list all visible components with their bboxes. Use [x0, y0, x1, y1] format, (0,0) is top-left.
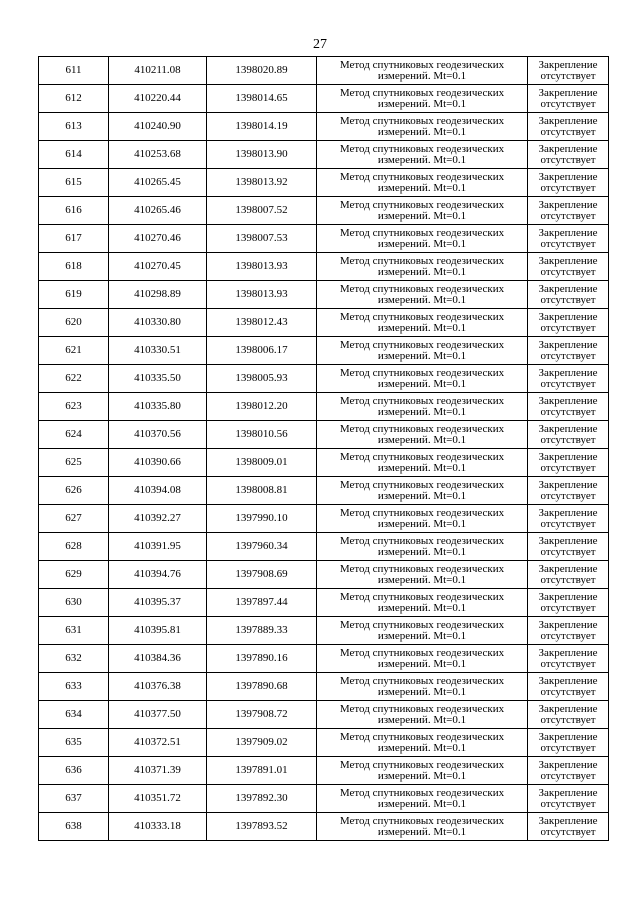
method-text-line: измерений. Mt=0.1 — [377, 321, 467, 334]
method-text-line: измерений. Mt=0.1 — [377, 237, 467, 250]
method-cell — [317, 561, 528, 589]
point-number-cell: 638 — [39, 813, 109, 841]
x-coordinate-cell: 410376.38 — [109, 673, 207, 701]
x-coordinate-cell: 410211.08 — [109, 57, 207, 85]
method-cell — [317, 337, 528, 365]
x-coordinate-cell: 410330.51 — [109, 337, 207, 365]
method-text-line: измерений. Mt=0.1 — [377, 69, 467, 82]
method-text-line: Метод спутниковых геодезических — [339, 58, 505, 71]
fixation-text-line: отсутствует — [540, 97, 596, 110]
fixation-text-line: отсутствует — [540, 433, 596, 446]
fixation-text-line: отсутствует — [540, 265, 596, 278]
x-coordinate-cell: 410265.45 — [109, 169, 207, 197]
table-row — [39, 505, 609, 533]
point-number-cell: 616 — [39, 197, 109, 225]
fixation-text-line: отсутствует — [540, 573, 596, 586]
point-number-cell: 611 — [39, 57, 109, 85]
method-text-line: измерений. Mt=0.1 — [377, 349, 467, 362]
table-row — [39, 281, 609, 309]
table-row — [39, 309, 609, 337]
fixation-text-line: Закрепление — [538, 142, 598, 155]
y-coordinate-cell: 1397892.30 — [207, 785, 317, 813]
method-cell — [317, 393, 528, 421]
table-row — [39, 617, 609, 645]
method-cell — [317, 197, 528, 225]
table-row — [39, 113, 609, 141]
page-number: 27 — [313, 37, 327, 52]
point-number-cell: 622 — [39, 365, 109, 393]
x-coordinate-cell: 410392.27 — [109, 505, 207, 533]
x-coordinate-cell: 410390.66 — [109, 449, 207, 477]
x-coordinate-cell: 410265.46 — [109, 197, 207, 225]
fixation-cell — [528, 197, 609, 225]
point-number-cell: 613 — [39, 113, 109, 141]
method-text-line: Метод спутниковых геодезических — [339, 590, 505, 603]
table-row — [39, 253, 609, 281]
fixation-cell — [528, 617, 609, 645]
method-cell — [317, 785, 528, 813]
y-coordinate-cell: 1397890.68 — [207, 673, 317, 701]
x-coordinate-cell: 410335.80 — [109, 393, 207, 421]
fixation-cell — [528, 169, 609, 197]
y-coordinate-cell: 1397990.10 — [207, 505, 317, 533]
fixation-text-line: Закрепление — [538, 58, 598, 71]
y-coordinate-cell: 1397890.16 — [207, 645, 317, 673]
method-text-line: Метод спутниковых геодезических — [339, 310, 505, 323]
method-text-line: измерений. Mt=0.1 — [377, 293, 467, 306]
fixation-text-line: отсутствует — [540, 349, 596, 362]
method-text-line: Метод спутниковых геодезических — [339, 534, 505, 547]
y-coordinate-cell: 1398007.52 — [207, 197, 317, 225]
y-coordinate-cell: 1397897.44 — [207, 589, 317, 617]
method-cell — [317, 673, 528, 701]
x-coordinate-cell: 410220.44 — [109, 85, 207, 113]
method-text-line: Метод спутниковых геодезических — [339, 814, 505, 827]
y-coordinate-cell: 1397889.33 — [207, 617, 317, 645]
method-text-line: Метод спутниковых геодезических — [339, 758, 505, 771]
fixation-text-line: отсутствует — [540, 685, 596, 698]
fixation-cell — [528, 337, 609, 365]
table-row — [39, 85, 609, 113]
coordinates-table-body — [39, 57, 609, 841]
method-text-line: измерений. Mt=0.1 — [377, 181, 467, 194]
fixation-cell — [528, 365, 609, 393]
point-number-cell: 630 — [39, 589, 109, 617]
fixation-text-line: отсутствует — [540, 209, 596, 222]
method-text-line: измерений. Mt=0.1 — [377, 601, 467, 614]
table-row — [39, 477, 609, 505]
method-text-line: Метод спутниковых геодезических — [339, 450, 505, 463]
x-coordinate-cell: 410270.46 — [109, 225, 207, 253]
x-coordinate-cell: 410335.50 — [109, 365, 207, 393]
y-coordinate-cell: 1398012.20 — [207, 393, 317, 421]
method-cell — [317, 589, 528, 617]
table-row — [39, 449, 609, 477]
fixation-cell — [528, 477, 609, 505]
point-number-cell: 632 — [39, 645, 109, 673]
fixation-text-line: отсутствует — [540, 797, 596, 810]
point-number-cell: 612 — [39, 85, 109, 113]
table-row — [39, 813, 609, 841]
fixation-cell — [528, 253, 609, 281]
method-text-line: измерений. Mt=0.1 — [377, 685, 467, 698]
method-text-line: Метод спутниковых геодезических — [339, 254, 505, 267]
method-cell — [317, 757, 528, 785]
fixation-cell — [528, 421, 609, 449]
table-row — [39, 645, 609, 673]
point-number-cell: 631 — [39, 617, 109, 645]
method-text-line: измерений. Mt=0.1 — [377, 461, 467, 474]
point-number-cell: 626 — [39, 477, 109, 505]
method-cell — [317, 505, 528, 533]
method-text-line: Метод спутниковых геодезических — [339, 366, 505, 379]
fixation-cell — [528, 701, 609, 729]
x-coordinate-cell: 410394.08 — [109, 477, 207, 505]
x-coordinate-cell: 410270.45 — [109, 253, 207, 281]
x-coordinate-cell: 410298.89 — [109, 281, 207, 309]
fixation-text-line: отсутствует — [540, 545, 596, 558]
fixation-text-line: отсутствует — [540, 825, 596, 838]
fixation-text-line: отсутствует — [540, 657, 596, 670]
method-text-line: измерений. Mt=0.1 — [377, 265, 467, 278]
point-number-cell: 615 — [39, 169, 109, 197]
method-text-line: Метод спутниковых геодезических — [339, 506, 505, 519]
fixation-text-line: Закрепление — [538, 450, 598, 463]
table-row — [39, 225, 609, 253]
method-cell — [317, 85, 528, 113]
table-row — [39, 197, 609, 225]
fixation-cell — [528, 673, 609, 701]
y-coordinate-cell: 1398009.01 — [207, 449, 317, 477]
x-coordinate-cell: 410330.80 — [109, 309, 207, 337]
fixation-text-line: отсутствует — [540, 517, 596, 530]
fixation-text-line: отсутствует — [540, 321, 596, 334]
fixation-cell — [528, 533, 609, 561]
fixation-text-line: Закрепление — [538, 534, 598, 547]
y-coordinate-cell: 1398005.93 — [207, 365, 317, 393]
fixation-text-line: отсутствует — [540, 125, 596, 138]
fixation-text-line: отсутствует — [540, 489, 596, 502]
coordinates-table — [38, 56, 609, 841]
method-text-line: измерений. Mt=0.1 — [377, 517, 467, 530]
method-text-line: измерений. Mt=0.1 — [377, 433, 467, 446]
x-coordinate-cell: 410384.36 — [109, 645, 207, 673]
y-coordinate-cell: 1397908.69 — [207, 561, 317, 589]
fixation-text-line: Закрепление — [538, 366, 598, 379]
y-coordinate-cell: 1398013.93 — [207, 281, 317, 309]
method-cell — [317, 477, 528, 505]
table-row — [39, 57, 609, 85]
y-coordinate-cell: 1397893.52 — [207, 813, 317, 841]
fixation-text-line: отсутствует — [540, 741, 596, 754]
fixation-text-line: отсутствует — [540, 181, 596, 194]
fixation-text-line: Закрепление — [538, 114, 598, 127]
fixation-cell — [528, 225, 609, 253]
fixation-cell — [528, 85, 609, 113]
method-text-line: Метод спутниковых геодезических — [339, 226, 505, 239]
x-coordinate-cell: 410391.95 — [109, 533, 207, 561]
fixation-text-line: Закрепление — [538, 478, 598, 491]
fixation-text-line: Закрепление — [538, 590, 598, 603]
method-text-line: измерений. Mt=0.1 — [377, 405, 467, 418]
method-text-line: Метод спутниковых геодезических — [339, 198, 505, 211]
fixation-text-line: Закрепление — [538, 562, 598, 575]
fixation-text-line: Закрепление — [538, 226, 598, 239]
fixation-text-line: Закрепление — [538, 282, 598, 295]
method-cell — [317, 365, 528, 393]
table-row — [39, 729, 609, 757]
fixation-text-line: отсутствует — [540, 461, 596, 474]
x-coordinate-cell: 410253.68 — [109, 141, 207, 169]
x-coordinate-cell: 410395.81 — [109, 617, 207, 645]
method-cell — [317, 813, 528, 841]
y-coordinate-cell: 1398014.65 — [207, 85, 317, 113]
method-text-line: Метод спутниковых геодезических — [339, 282, 505, 295]
fixation-cell — [528, 561, 609, 589]
method-text-line: Метод спутниковых геодезических — [339, 646, 505, 659]
fixation-text-line: Закрепление — [538, 170, 598, 183]
fixation-cell — [528, 393, 609, 421]
method-text-line: Метод спутниковых геодезических — [339, 618, 505, 631]
fixation-text-line: отсутствует — [540, 713, 596, 726]
fixation-text-line: Закрепление — [538, 422, 598, 435]
method-cell — [317, 309, 528, 337]
method-text-line: измерений. Mt=0.1 — [377, 545, 467, 558]
table-row — [39, 561, 609, 589]
fixation-text-line: отсутствует — [540, 601, 596, 614]
y-coordinate-cell: 1398012.43 — [207, 309, 317, 337]
point-number-cell: 624 — [39, 421, 109, 449]
fixation-cell — [528, 813, 609, 841]
fixation-text-line: отсутствует — [540, 237, 596, 250]
method-cell — [317, 421, 528, 449]
method-text-line: Метод спутниковых геодезических — [339, 170, 505, 183]
x-coordinate-cell: 410351.72 — [109, 785, 207, 813]
point-number-cell: 618 — [39, 253, 109, 281]
point-number-cell: 637 — [39, 785, 109, 813]
fixation-text-line: Закрепление — [538, 618, 598, 631]
point-number-cell: 621 — [39, 337, 109, 365]
y-coordinate-cell: 1398013.90 — [207, 141, 317, 169]
y-coordinate-cell: 1398013.93 — [207, 253, 317, 281]
method-cell — [317, 645, 528, 673]
fixation-text-line: Закрепление — [538, 702, 598, 715]
table-row — [39, 673, 609, 701]
method-text-line: Метод спутниковых геодезических — [339, 786, 505, 799]
fixation-cell — [528, 645, 609, 673]
x-coordinate-cell: 410395.37 — [109, 589, 207, 617]
fixation-text-line: Закрепление — [538, 86, 598, 99]
method-text-line: измерений. Mt=0.1 — [377, 209, 467, 222]
method-text-line: измерений. Mt=0.1 — [377, 657, 467, 670]
x-coordinate-cell: 410371.39 — [109, 757, 207, 785]
y-coordinate-cell: 1397891.01 — [207, 757, 317, 785]
fixation-text-line: Закрепление — [538, 394, 598, 407]
method-text-line: Метод спутниковых геодезических — [339, 730, 505, 743]
fixation-text-line: Закрепление — [538, 814, 598, 827]
method-text-line: измерений. Mt=0.1 — [377, 713, 467, 726]
fixation-text-line: Закрепление — [538, 786, 598, 799]
y-coordinate-cell: 1397909.02 — [207, 729, 317, 757]
table-row — [39, 421, 609, 449]
point-number-cell: 619 — [39, 281, 109, 309]
fixation-cell — [528, 589, 609, 617]
table-row — [39, 533, 609, 561]
table-row — [39, 365, 609, 393]
method-cell — [317, 729, 528, 757]
table-row — [39, 785, 609, 813]
fixation-cell — [528, 449, 609, 477]
x-coordinate-cell: 410370.56 — [109, 421, 207, 449]
table-row — [39, 337, 609, 365]
table-row — [39, 393, 609, 421]
fixation-text-line: Закрепление — [538, 506, 598, 519]
method-text-line: измерений. Mt=0.1 — [377, 125, 467, 138]
fixation-text-line: Закрепление — [538, 730, 598, 743]
method-text-line: Метод спутниковых геодезических — [339, 702, 505, 715]
method-text-line: измерений. Mt=0.1 — [377, 741, 467, 754]
method-text-line: Метод спутниковых геодезических — [339, 478, 505, 491]
method-cell — [317, 449, 528, 477]
method-text-line: измерений. Mt=0.1 — [377, 629, 467, 642]
fixation-cell — [528, 505, 609, 533]
fixation-cell — [528, 281, 609, 309]
y-coordinate-cell: 1398010.56 — [207, 421, 317, 449]
point-number-cell: 635 — [39, 729, 109, 757]
point-number-cell: 629 — [39, 561, 109, 589]
y-coordinate-cell: 1397908.72 — [207, 701, 317, 729]
method-cell — [317, 533, 528, 561]
table-row — [39, 757, 609, 785]
fixation-cell — [528, 309, 609, 337]
fixation-cell — [528, 785, 609, 813]
method-text-line: измерений. Mt=0.1 — [377, 377, 467, 390]
table-row — [39, 589, 609, 617]
y-coordinate-cell: 1398006.17 — [207, 337, 317, 365]
method-text-line: Метод спутниковых геодезических — [339, 86, 505, 99]
fixation-text-line: Закрепление — [538, 310, 598, 323]
method-cell — [317, 225, 528, 253]
fixation-text-line: Закрепление — [538, 338, 598, 351]
method-text-line: измерений. Mt=0.1 — [377, 573, 467, 586]
point-number-cell: 617 — [39, 225, 109, 253]
fixation-text-line: отсутствует — [540, 69, 596, 82]
method-cell — [317, 617, 528, 645]
y-coordinate-cell: 1398020.89 — [207, 57, 317, 85]
method-text-line: измерений. Mt=0.1 — [377, 489, 467, 502]
fixation-text-line: отсутствует — [540, 769, 596, 782]
x-coordinate-cell: 410372.51 — [109, 729, 207, 757]
fixation-cell — [528, 729, 609, 757]
method-cell — [317, 113, 528, 141]
y-coordinate-cell: 1398007.53 — [207, 225, 317, 253]
table-row — [39, 141, 609, 169]
fixation-text-line: отсутствует — [540, 629, 596, 642]
x-coordinate-cell: 410377.50 — [109, 701, 207, 729]
method-text-line: измерений. Mt=0.1 — [377, 825, 467, 838]
table-row — [39, 169, 609, 197]
y-coordinate-cell: 1398008.81 — [207, 477, 317, 505]
point-number-cell: 627 — [39, 505, 109, 533]
method-text-line: Метод спутниковых геодезических — [339, 114, 505, 127]
fixation-text-line: отсутствует — [540, 293, 596, 306]
fixation-cell — [528, 141, 609, 169]
point-number-cell: 634 — [39, 701, 109, 729]
fixation-cell — [528, 57, 609, 85]
method-cell — [317, 253, 528, 281]
x-coordinate-cell: 410240.90 — [109, 113, 207, 141]
point-number-cell: 620 — [39, 309, 109, 337]
y-coordinate-cell: 1398013.92 — [207, 169, 317, 197]
x-coordinate-cell: 410394.76 — [109, 561, 207, 589]
fixation-text-line: Закрепление — [538, 646, 598, 659]
fixation-cell — [528, 757, 609, 785]
point-number-cell: 623 — [39, 393, 109, 421]
fixation-text-line: Закрепление — [538, 198, 598, 211]
fixation-text-line: Закрепление — [538, 674, 598, 687]
fixation-text-line: Закрепление — [538, 254, 598, 267]
point-number-cell: 628 — [39, 533, 109, 561]
y-coordinate-cell: 1397960.34 — [207, 533, 317, 561]
method-text-line: Метод спутниковых геодезических — [339, 394, 505, 407]
fixation-text-line: Закрепление — [538, 758, 598, 771]
method-text-line: Метод спутниковых геодезических — [339, 422, 505, 435]
y-coordinate-cell: 1398014.19 — [207, 113, 317, 141]
method-cell — [317, 57, 528, 85]
point-number-cell: 633 — [39, 673, 109, 701]
fixation-cell — [528, 113, 609, 141]
method-cell — [317, 281, 528, 309]
method-text-line: измерений. Mt=0.1 — [377, 97, 467, 110]
x-coordinate-cell: 410333.18 — [109, 813, 207, 841]
method-text-line: Метод спутниковых геодезических — [339, 674, 505, 687]
method-text-line: измерений. Mt=0.1 — [377, 769, 467, 782]
point-number-cell: 614 — [39, 141, 109, 169]
method-cell — [317, 141, 528, 169]
method-cell — [317, 701, 528, 729]
method-text-line: Метод спутниковых геодезических — [339, 338, 505, 351]
fixation-text-line: отсутствует — [540, 153, 596, 166]
table-row — [39, 701, 609, 729]
fixation-text-line: отсутствует — [540, 405, 596, 418]
point-number-cell: 636 — [39, 757, 109, 785]
method-text-line: измерений. Mt=0.1 — [377, 797, 467, 810]
method-text-line: измерений. Mt=0.1 — [377, 153, 467, 166]
method-text-line: Метод спутниковых геодезических — [339, 562, 505, 575]
point-number-cell: 625 — [39, 449, 109, 477]
fixation-text-line: отсутствует — [540, 377, 596, 390]
method-text-line: Метод спутниковых геодезических — [339, 142, 505, 155]
method-cell — [317, 169, 528, 197]
